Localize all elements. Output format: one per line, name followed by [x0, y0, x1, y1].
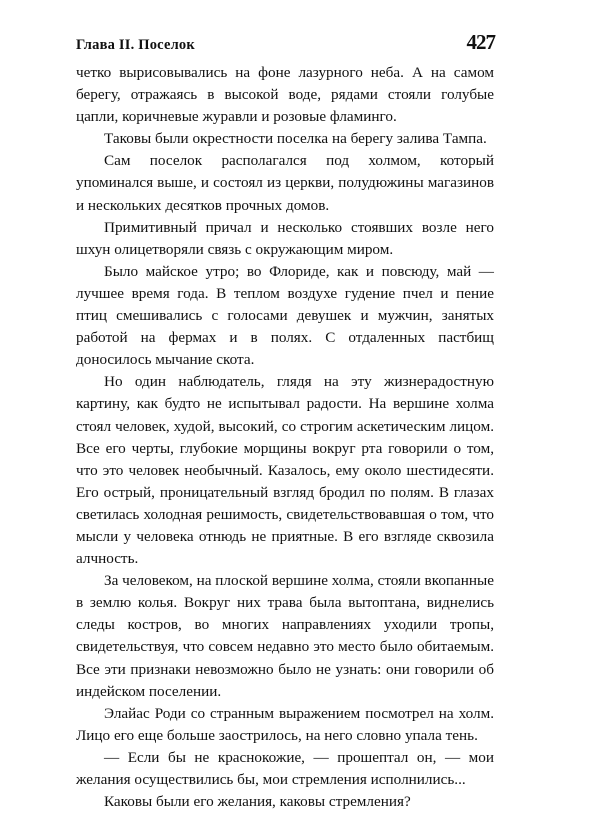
- paragraph: Было майское утро; во Флориде, как и повсюду, май — лучшее время года. В теплом воздухе гудение пчел и пение птиц смешивались с голосами девушек и мужчин, занятых работой на фермах и в полях. С отдаленных пастбищ доносилось мычание скота.: [76, 262, 494, 369]
- paragraph: Сам поселок располагался под холмом, который упоминался выше, и состоял из церкви, полудюжины магазинов и нескольких десятков прочных домов.: [76, 152, 494, 214]
- paragraph: За человеком, на плоской вершине холма, стояли вкопанные в землю колья. Вокруг них трава была вытоптана, виднелись следы костров, во многих направлениях уходили тропы, свидетельствуя, что совсем недавно это место было обитаемым. Все эти признаки невозможно было не узнать: они говорили об индейском поселении.: [76, 572, 494, 700]
- paragraph: четко вырисовывались на фоне лазурного неба. А на самом берегу, отражаясь в высокой воде, рядами стояли голубые цапли, коричневые журавли и розовые фламинго.: [76, 64, 494, 126]
- page-header: [76, 30, 495, 54]
- paragraph: Каковы были его желания, каковы стремления?: [104, 793, 411, 811]
- page-number: 427: [466, 30, 495, 54]
- body-text: [76, 62, 494, 813]
- paragraph: Примитивный причал и несколько стоявших возле него шхун олицетворяли связь с окружающим миром.: [76, 218, 494, 258]
- paragraph: Но один наблюдатель, глядя на эту жизнерадостную картину, как будто не испытывал радости. На вершине холма стоял человек, худой, высокий, со строгим аскетическим лицом. Все его черты, глубокие морщины вокруг рта говорили о том, что это человек необычный. Казалось, ему около шестидесяти. Его острый, проницательный взгляд бродил по полям. В глазах светилась холодная решимость, свидетельствовавшая о том, что мысли у человека отнюдь не приятные. В его взгляде сквозила алчность.: [76, 373, 494, 568]
- running-head: Глава II. Поселок: [76, 37, 195, 53]
- paragraph: — Если бы не краснокожие, — прошептал он, — мои желания осуществились бы, мои стремления исполнились...: [76, 748, 494, 788]
- paragraph: Таковы были окрестности поселка на берегу залива Тампа.: [104, 130, 487, 148]
- paragraph: Элайас Роди со странным выражением посмотрел на холм. Лицо его еще больше заострилось, на него словно упала тень.: [76, 704, 494, 744]
